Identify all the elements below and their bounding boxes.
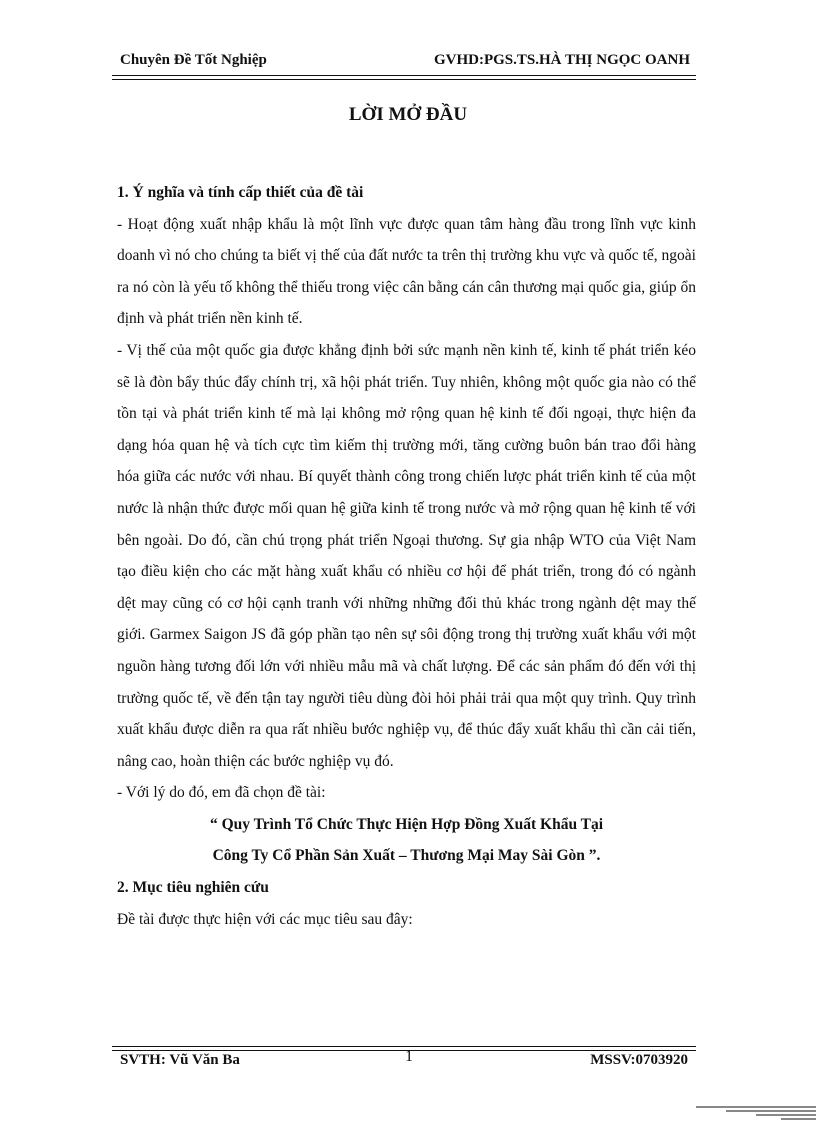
header-supervisor: GVHD:PGS.TS.HÀ THỊ NGỌC OANH: [433, 52, 690, 68]
footer-student-id: MSSV:0703920: [590, 1052, 688, 1068]
document-body: [117, 177, 696, 935]
page-footer: [112, 1042, 696, 1082]
page-title: LỜI MỞ ĐẦU: [348, 104, 468, 125]
page-number: 1: [405, 1048, 413, 1065]
section-1-heading: 1. Ý nghĩa và tính cấp thiết của đề tài: [117, 184, 364, 201]
paragraph-4: Đề tài được thực hiện với các mục tiêu sau đây:: [117, 910, 413, 928]
topic-title-line-2: Công Ty Cổ Phần Sản Xuất – Thương Mại May Sài Gòn ”.: [212, 847, 601, 865]
header-rule: [112, 75, 696, 80]
section-2-heading: 2. Mục tiêu nghiên cứu: [117, 879, 269, 897]
header-course-title: Chuyên Đề Tốt Nghiệp: [120, 52, 267, 68]
footer-student: SVTH: Vũ Văn Ba: [120, 1052, 240, 1068]
page-header: [112, 50, 696, 76]
paragraph-2: - Vị thế của một quốc gia được khẳng định bởi sức mạnh nền kinh tế, kinh tế phát triển kéo sẽ là đòn bẩy thúc đẩy chính trị, xã hội phát triển. Tuy nhiên, không một quốc gia nào có thể tồn tại và phát triển kinh tế mà lại không mở rộng quan hệ kinh tế đối ngoại, thực hiện đa dạng hóa quan hệ và tích cực tìm kiếm thị trường mới, tăng cường buôn bán trao đổi hàng hóa giữa các nước với nhau. Bí quyết thành công trong chiến lược phát triển kinh tế của một nước là nhận thức được mối quan hệ giữa kinh tế trong nước và mở rộng quan hệ kinh tế với bên ngoài. Do đó, cần chú trọng phát triển Ngoại thương. Sự gia nhập WTO của Việt Nam tạo điều kiện cho các mặt hàng xuất khẩu có nhiều cơ hội để phát triển, trong đó có ngành dệt may cũng có cơ hội cạnh tranh với những những đối thủ khác trong ngành dệt may thế giới. Garmex Saigon JS đã góp phần tạo nên sự sôi động trong thị trường xuất khẩu với một nguồn hàng tương đối lớn với nhiều mẫu mã và chất lượng. Để các sản phẩm đó đến với thị trường quốc tế, về đến tận tay người tiêu dùng đòi hỏi phải trải qua một quy trình. Quy trình xuất khẩu được diễn ra qua rất nhiều bước nghiệp vụ, để thúc đẩy xuất khẩu thì cần cải tiến, nâng cao, hoàn thiện các bước nghiệp vụ đó.: [117, 341, 696, 770]
paragraph-3: - Với lý do đó, em đã chọn đề tài:: [117, 784, 326, 802]
page-corner-decoration: [656, 1103, 816, 1123]
topic-title-line-1: “ Quy Trình Tổ Chức Thực Hiện Hợp Đồng Xuất Khẩu Tại: [209, 815, 604, 833]
paragraph-1: - Hoạt động xuất nhập khẩu là một lĩnh vực được quan tâm hàng đầu trong lĩnh vực kinh doanh vì nó cho chúng ta biết vị thế của đất nước ta trên thị trường khu vực và quốc tế, ngoài ra nó còn là yếu tố không thể thiếu trong việc cân bằng cán cân thương mại quốc gia, giúp ổn định và phát triển nền kinh tế.: [117, 215, 696, 328]
